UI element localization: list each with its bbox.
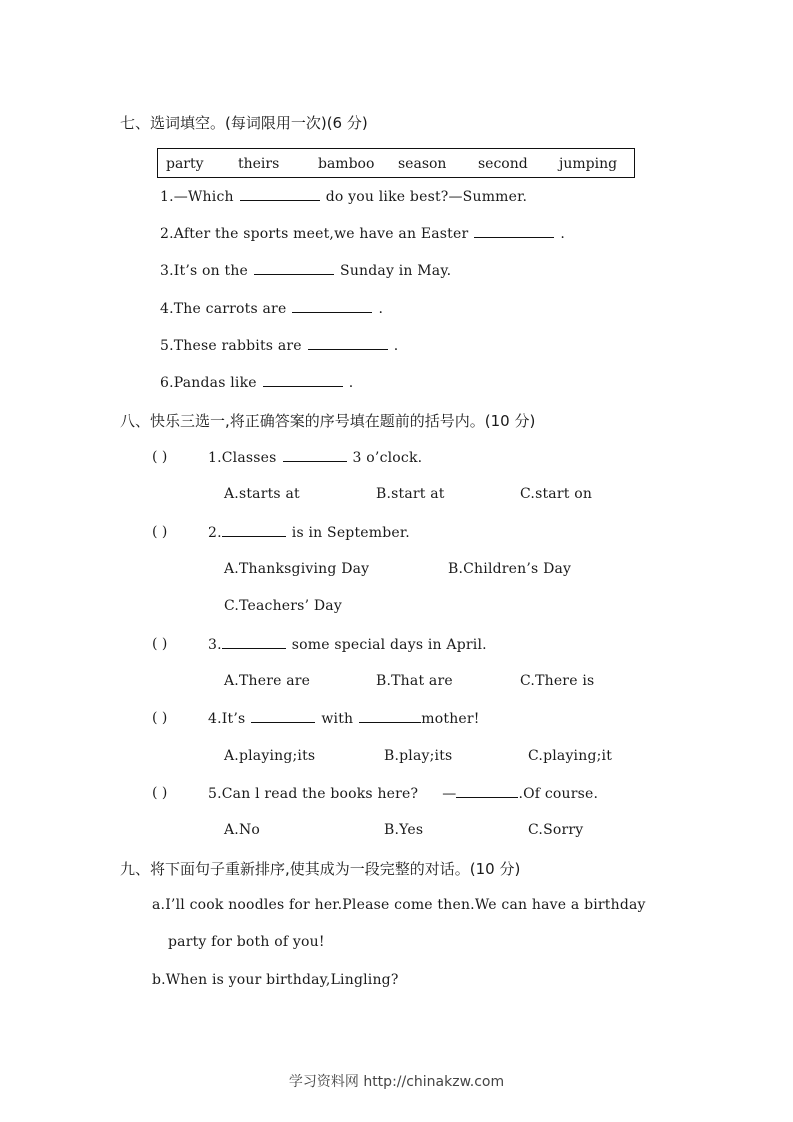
word-bank-item: party — [166, 156, 204, 172]
word-bank-item: season — [398, 156, 447, 172]
option-a: A.playing;its — [224, 748, 316, 764]
answer-blank[interactable] — [254, 262, 334, 275]
section8-heading: 八、快乐三选一,将正确答案的序号填在题前的括号内。(10 分) — [120, 412, 536, 430]
answer-parentheses[interactable]: ( ) — [152, 785, 168, 801]
option-b: B.play;its — [384, 748, 453, 764]
word-bank-item: second — [478, 156, 528, 172]
answer-parentheses[interactable]: ( ) — [152, 636, 168, 652]
word-bank-item: jumping — [559, 156, 618, 172]
answer-parentheses[interactable]: ( ) — [152, 524, 168, 540]
answer-blank[interactable] — [240, 188, 320, 201]
page-footer: 学习资料网 http://chinakzw.com — [288, 1074, 505, 1090]
option-c: C.Teachers’ Day — [224, 598, 342, 614]
s7-question-2: 2.After the sports meet,we have an Easter . — [160, 226, 566, 242]
option-a: A.There are — [224, 673, 311, 689]
option-a: A.starts at — [224, 486, 300, 502]
s7-question-4: 4.The carrots are . — [160, 301, 384, 317]
answer-blank[interactable] — [222, 524, 286, 537]
s8-question-4: 4.It’s with mother! — [208, 711, 480, 727]
section9-heading: 九、将下面句子重新排序,使其成为一段完整的对话。(10 分) — [120, 860, 521, 878]
s8-question-1: 1.Classes 3 o’clock. — [208, 450, 423, 466]
option-b: B.Yes — [384, 822, 424, 838]
answer-blank[interactable] — [251, 710, 315, 723]
option-c: C.There is — [520, 673, 595, 689]
answer-blank[interactable] — [263, 374, 343, 387]
answer-blank[interactable] — [359, 710, 421, 723]
answer-blank[interactable] — [283, 449, 347, 462]
s7-question-1: 1.—Which do you like best?—Summer. — [160, 189, 528, 205]
answer-parentheses[interactable]: ( ) — [152, 449, 168, 465]
section7-heading: 七、选词填空。(每词限用一次)(6 分) — [120, 114, 368, 132]
answer-blank[interactable] — [292, 300, 372, 313]
option-b: B.Children’s Day — [448, 561, 572, 577]
option-b: B.That are — [376, 673, 453, 689]
option-c: C.Sorry — [528, 822, 584, 838]
s8-question-3: 3. some special days in April. — [208, 637, 487, 653]
s7-question-3: 3.It’s on the Sunday in May. — [160, 263, 452, 279]
word-bank-item: theirs — [238, 156, 280, 172]
answer-blank[interactable] — [474, 225, 554, 238]
option-b: B.start at — [376, 486, 445, 502]
s8-question-5: 5.Can l read the books here? — .Of course. — [208, 786, 599, 802]
option-a: A.No — [224, 822, 261, 838]
answer-blank[interactable] — [456, 785, 518, 798]
dialogue-sentence-b: b.When is your birthday,Lingling? — [152, 972, 399, 988]
option-c: C.playing;it — [528, 748, 613, 764]
answer-blank[interactable] — [222, 636, 286, 649]
option-a: A.Thanksgiving Day — [224, 561, 370, 577]
s7-question-5: 5.These rabbits are . — [160, 338, 399, 354]
dialogue-sentence-a-cont: party for both of you! — [168, 934, 325, 950]
option-c: C.start on — [520, 486, 593, 502]
word-bank-box — [157, 148, 635, 178]
dialogue-sentence-a: a.I’ll cook noodles for her.Please come then.We can have a birthday — [152, 897, 646, 913]
answer-blank[interactable] — [308, 337, 388, 350]
answer-parentheses[interactable]: ( ) — [152, 710, 168, 726]
word-bank-item: bamboo — [318, 156, 375, 172]
s8-question-2: 2. is in September. — [208, 525, 410, 541]
s7-question-6: 6.Pandas like . — [160, 375, 354, 391]
